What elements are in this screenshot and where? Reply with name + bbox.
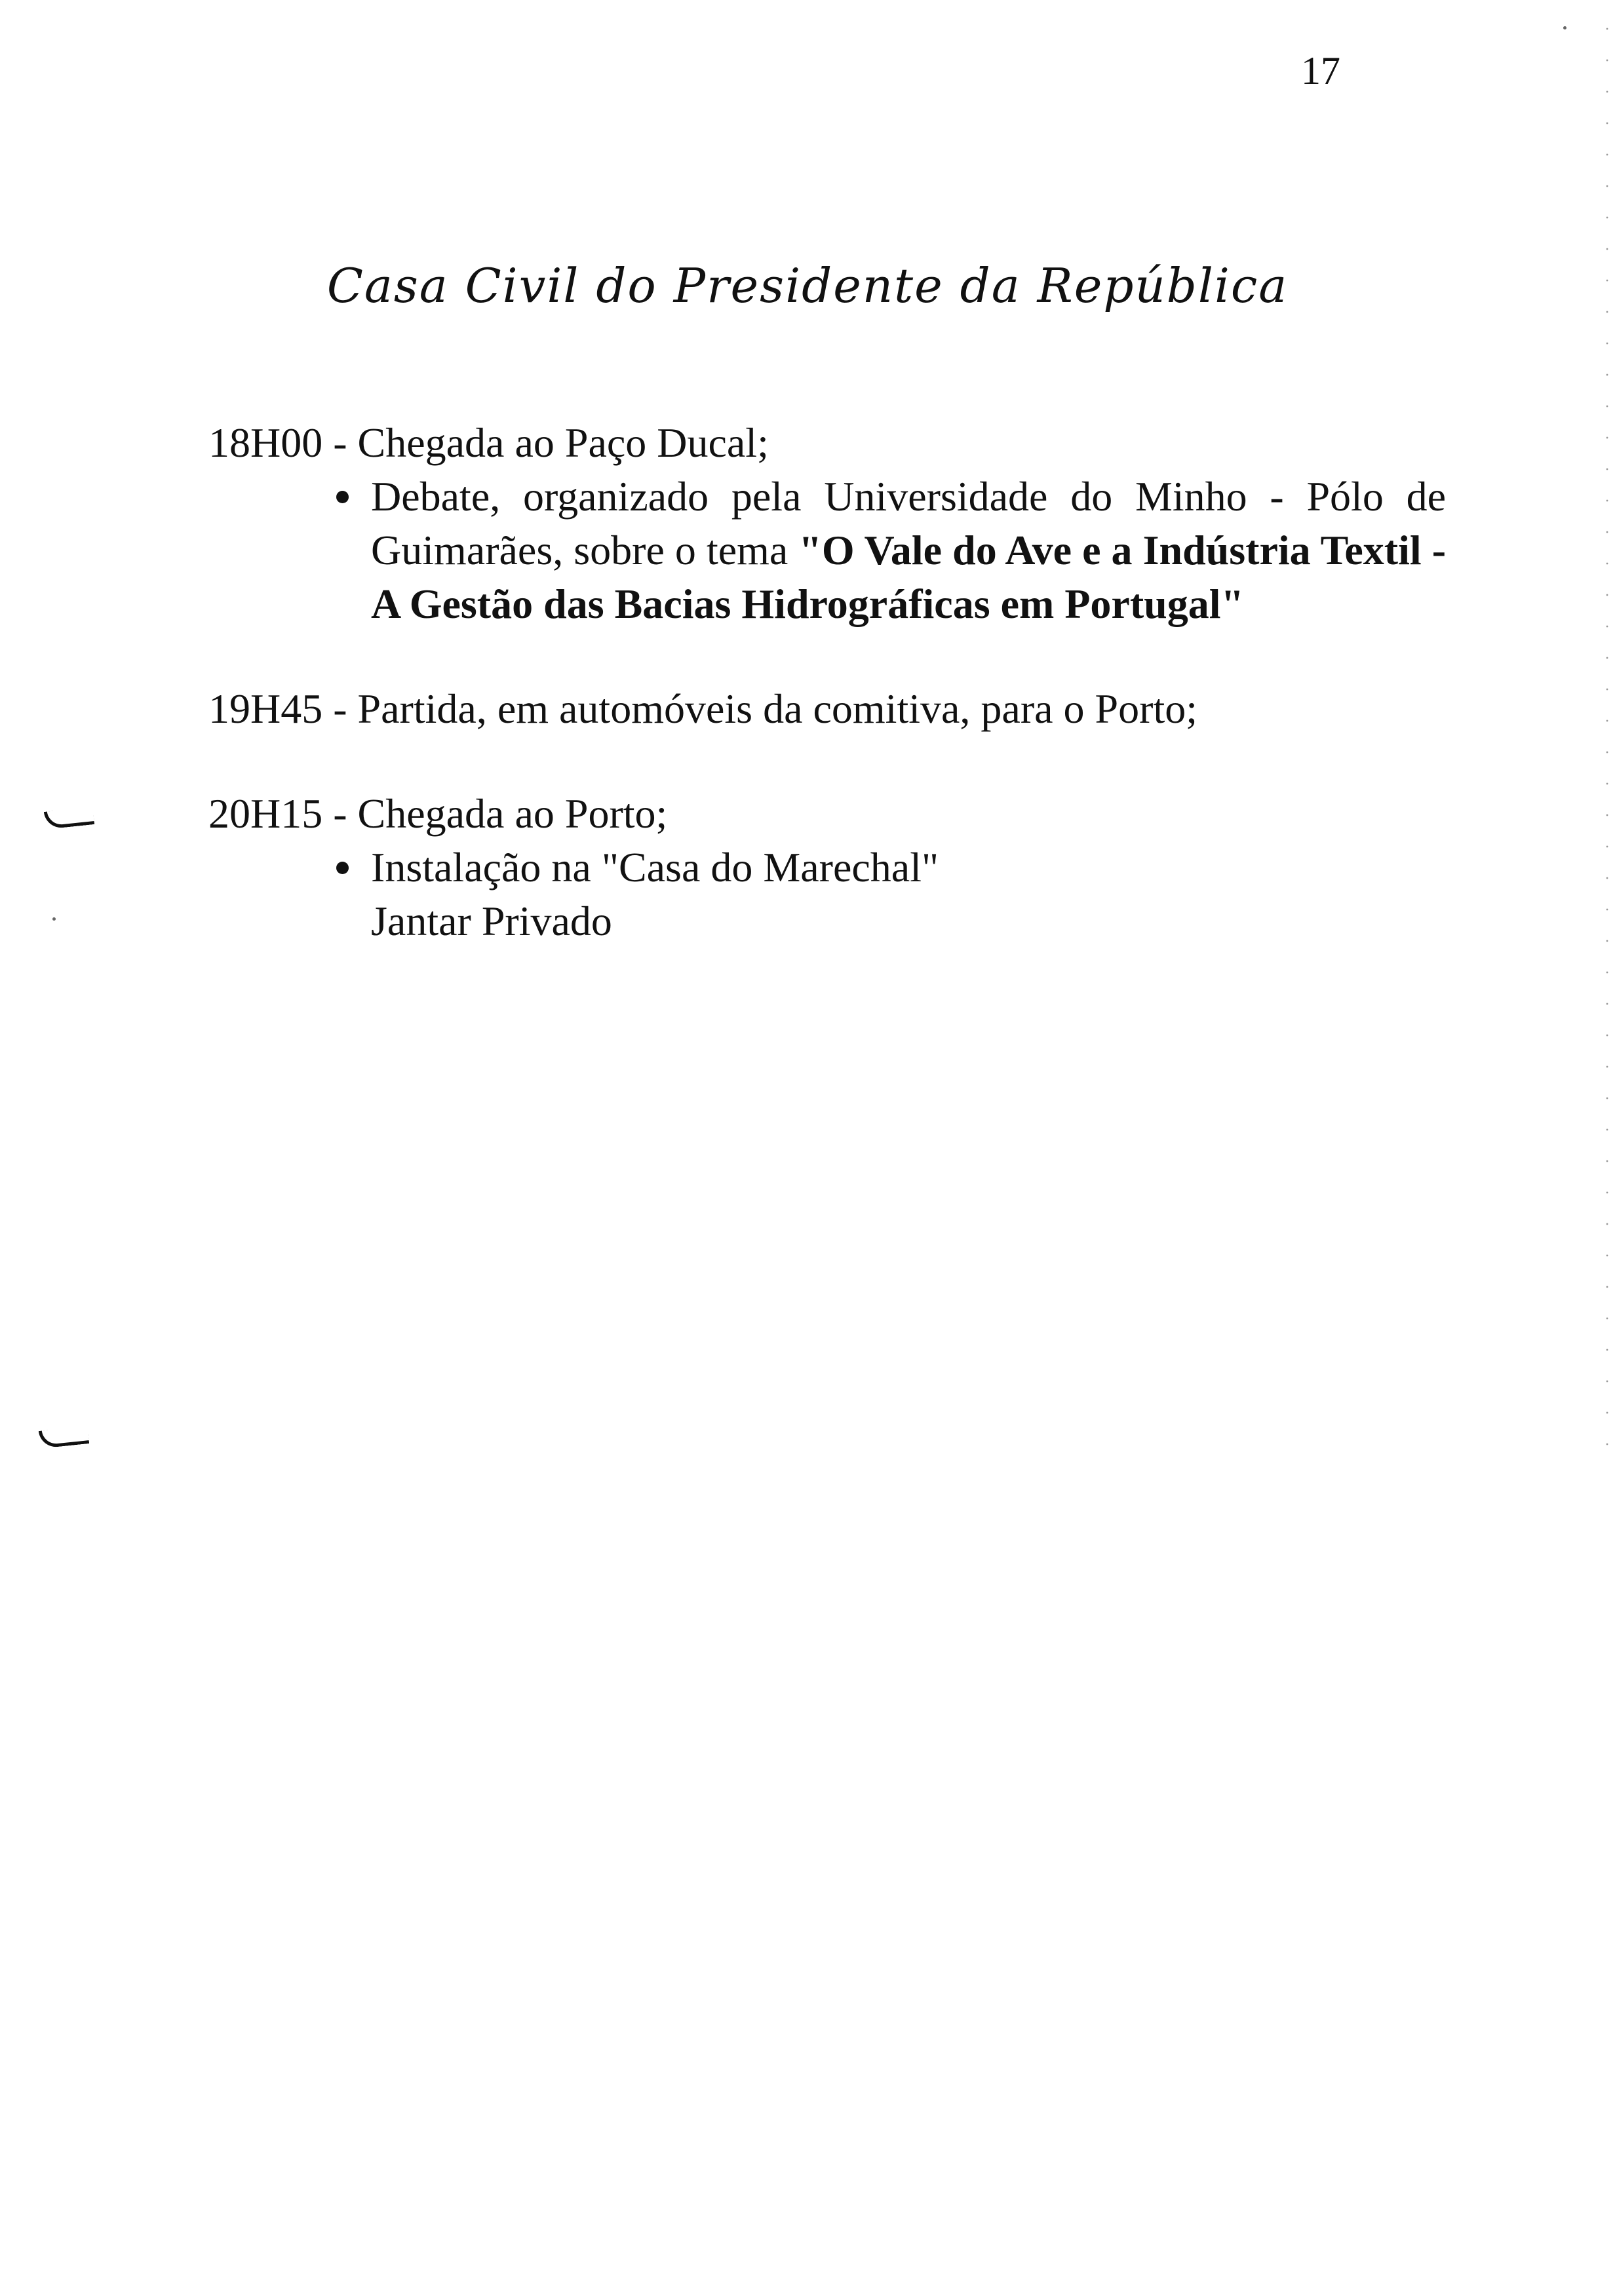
letterhead: Casa Civil do Presidente da República: [326, 258, 1289, 313]
debate-intro: Debate, organizado pela Universidade do Minho - Pólo de Guimarães, sobre o tema: [371, 473, 1446, 573]
page-number: 17: [1301, 49, 1340, 92]
bullet-item-installation: [208, 841, 1454, 894]
bullet-dot-icon: [336, 491, 349, 503]
entry-line: [208, 416, 1454, 470]
entry-time: 18H00: [208, 419, 323, 466]
private-dinner-text: Jantar Privado: [371, 898, 612, 944]
installation-text: Instalação na "Casa do Marechal": [371, 844, 939, 890]
scan-speck: [52, 917, 56, 921]
entry-time: 20H15: [208, 790, 323, 837]
debate-text: [371, 470, 1446, 631]
check-mark-icon: [44, 807, 94, 830]
entry-separator: -: [333, 685, 347, 732]
schedule-entry-1800: [208, 416, 1454, 631]
schedule-entry-2015: [208, 787, 1454, 948]
entry-text: Chegada ao Porto;: [357, 790, 668, 837]
schedule: [208, 416, 1454, 999]
entry-text: Chegada ao Paço Ducal;: [357, 419, 769, 466]
scan-speck: [1563, 26, 1566, 29]
entry-time: 19H45: [208, 685, 323, 732]
check-mark-icon: [39, 1426, 89, 1449]
schedule-entry-1945: [208, 682, 1454, 736]
entry-separator: -: [333, 790, 347, 837]
bullet-item-debate: [208, 470, 1454, 631]
entry-separator: -: [333, 419, 347, 466]
entry-line: [208, 787, 1454, 841]
bullet-dot-icon: [336, 862, 349, 874]
entry-text: Partida, em automóveis da comitiva, para o Porto;: [357, 685, 1197, 732]
entry-line: [208, 682, 1454, 736]
debate-title: "O Vale do Ave e a Indústria Textil - A Gestão das Bacias Hidrográficas em Portugal": [371, 527, 1447, 627]
scan-edge-dots: [1606, 13, 1608, 1455]
